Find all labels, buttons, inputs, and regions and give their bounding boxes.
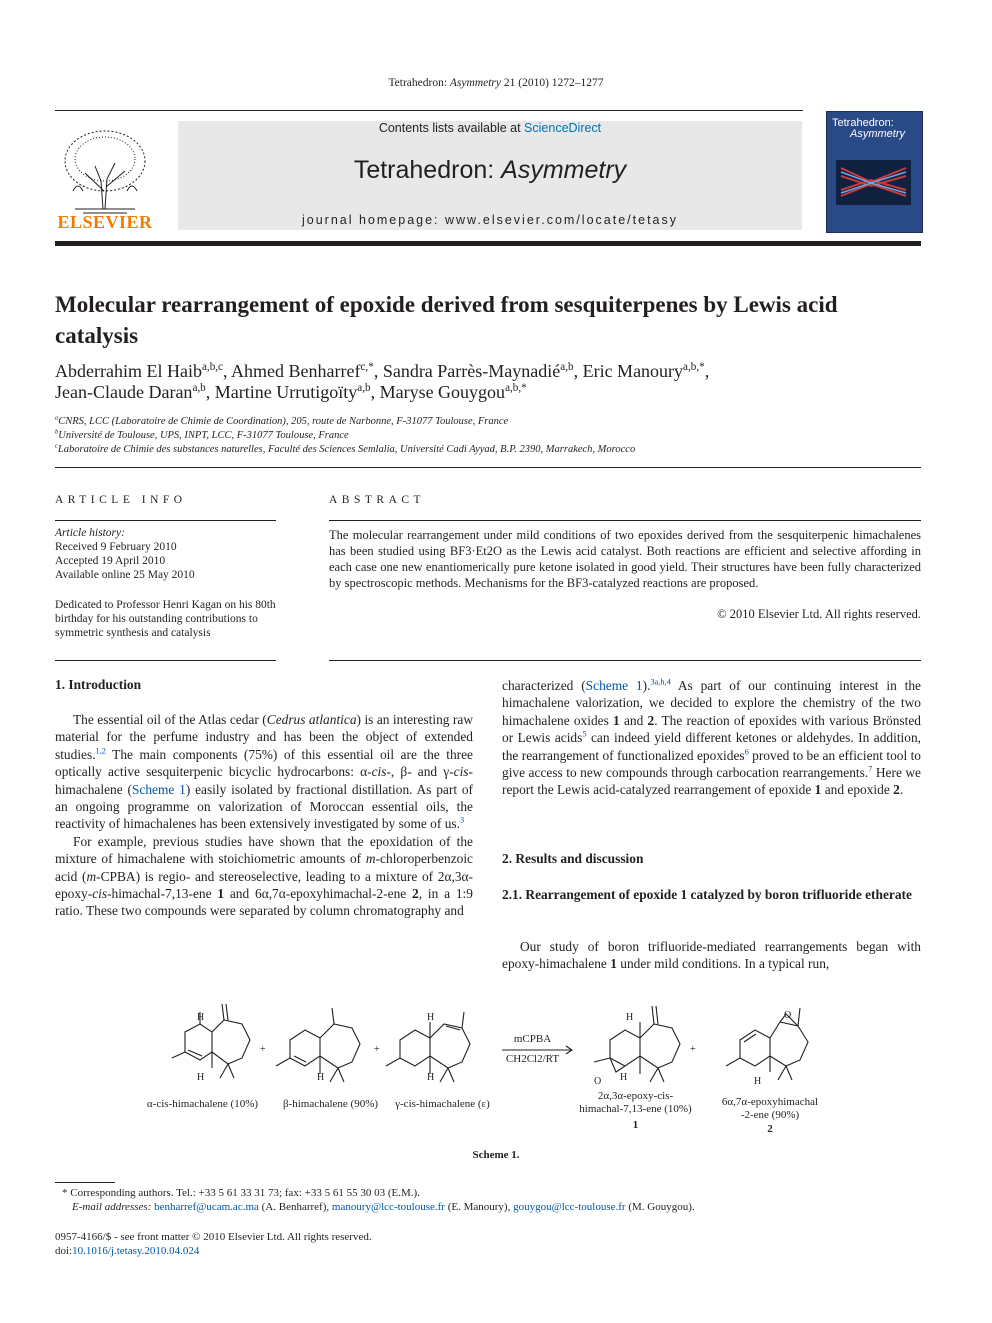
journal-ref-italic: Asymmetry xyxy=(449,77,501,89)
cover-title-2: Asymmetry xyxy=(850,128,905,140)
label-alpha-himachalene: α-cis-himachalene (10%) xyxy=(146,1098,259,1110)
sciencedirect-link[interactable]: ScienceDirect xyxy=(524,121,602,135)
author-sup: a,b,c xyxy=(201,361,224,373)
email-link[interactable]: gouygou@lcc-toulouse.fr xyxy=(513,1201,626,1213)
reagent-top: mCPBA xyxy=(513,1033,552,1045)
email-link[interactable]: benharref@ucam.ac.ma xyxy=(154,1201,259,1213)
product-2-number: 2 xyxy=(767,1123,773,1135)
aff-sup: c xyxy=(55,442,58,450)
journal-title-italic: Asymmetry xyxy=(501,156,627,184)
article-history xyxy=(55,526,276,582)
email-owner: (E. Manoury), xyxy=(444,1201,514,1213)
svg-text:H: H xyxy=(754,1076,762,1087)
affiliation-b xyxy=(55,430,921,441)
abstract-text: The molecular rearrangement under mild conditions of two epoxides derived from the sesquiterpenic himachalenes has been studied using BF3·Et2O as the Lewis acid catalyst. Both reactions are efficient and selective affording in each case one new enantiomerically pure ketone isolated in good yield. Their structures have been fully characterized by spectroscopic methods. Mechanisms for the BF3-catalyzed reactions are proposed. xyxy=(329,528,921,590)
dedication: Dedicated to Professor Henri Kagan on his 80th birthday for his outstanding contributions to symmetric synthesis and catalysis xyxy=(55,599,276,639)
cover-graphic xyxy=(836,160,911,205)
label-beta-himachalene: β-himachalene (90%) xyxy=(282,1098,379,1110)
footnote-rule xyxy=(55,1182,115,1183)
aff-sup: a xyxy=(55,414,59,422)
svg-text:+: + xyxy=(260,1044,266,1055)
product-2-line2: -2-ene (90%) xyxy=(740,1109,800,1121)
author-sup: a,b xyxy=(357,382,371,394)
author-name: Jean-Claude Daran xyxy=(55,382,193,402)
author-sep: , xyxy=(223,361,232,381)
svg-text:H: H xyxy=(626,1012,634,1023)
author-name: Eric Manoury xyxy=(582,361,684,381)
doi-prefix: doi: xyxy=(55,1245,73,1257)
issn-line: 0957-4166/$ - see front matter © 2010 Elsevier Ltd. All rights reserved. xyxy=(55,1231,372,1243)
scheme-1-structures xyxy=(140,1000,840,1092)
label-product-1 xyxy=(568,1090,703,1132)
divider xyxy=(329,520,921,521)
divider xyxy=(329,660,921,661)
authors-line-2 xyxy=(55,382,921,403)
author-sup: a,b,* xyxy=(505,382,527,394)
svg-text:+: + xyxy=(690,1044,696,1055)
received-date: Received 9 February 2010 xyxy=(55,541,177,553)
elsevier-wordmark: ELSEVIER xyxy=(57,212,153,232)
author-sup: a,b xyxy=(192,382,206,394)
author-name: Maryse Gouygou xyxy=(379,382,506,402)
accepted-date: Accepted 19 April 2010 xyxy=(55,555,166,567)
product-1-line1: 2α,3α-epoxy-cis- xyxy=(597,1090,674,1102)
header-rule xyxy=(55,110,803,111)
author-sep: , xyxy=(373,361,383,381)
email-owner: (A. Benharref), xyxy=(258,1201,332,1213)
author-sep: , xyxy=(205,382,215,402)
journal-ref-prefix: Tetrahedron: xyxy=(388,77,450,89)
journal-title-prefix: Tetrahedron: xyxy=(353,156,502,184)
results-text: Our study of boron trifluoride-mediated rearrangements began with epoxy-himachalene 1 under mild conditions. In a typical run, xyxy=(502,939,921,972)
svg-text:+: + xyxy=(374,1044,380,1055)
cover-title-1: Tetrahedron: xyxy=(832,117,894,129)
divider xyxy=(55,660,276,661)
author-name: Ahmed Benharref xyxy=(231,361,361,381)
reagent-bottom: CH2Cl2/RT xyxy=(505,1053,560,1065)
scheme-caption: Scheme 1. xyxy=(472,1149,520,1161)
label-gamma-himachalene: γ-cis-himachalene (ε) xyxy=(395,1098,490,1110)
corresponding-note: * Corresponding authors. Tel.: +33 5 61 33 31 73; fax: +33 5 61 55 30 03 (E.M.). xyxy=(62,1187,420,1199)
journal-ref-suffix: 21 (2010) 1272–1277 xyxy=(501,77,604,89)
svg-text:H: H xyxy=(427,1072,435,1083)
svg-text:H: H xyxy=(620,1072,628,1083)
contents-line xyxy=(178,121,802,135)
aff-text: Université de Toulouse, UPS, INPT, LCC, F-31077 Toulouse, France xyxy=(58,430,349,441)
author-sup: a,b,* xyxy=(683,361,705,373)
subsection-heading: 2.1. Rearrangement of epoxide 1 catalyzed by boron trifluoride etherate xyxy=(502,887,912,902)
author-sep: , xyxy=(704,361,710,381)
intro-text: The essential oil of the Atlas cedar (Cedrus atlantica) is an interesting raw material for the perfume industry and has been the object of extended studies.$^{1,2}$ The main components (75%) of this essential oil are the three optically active sesquiterpenic bicyclic hydrocarbons: α-cis-, β- and γ-cis-himachalene (Scheme 1) easily isolated by fractional distillation. As part of an ongoing programme on valorization of Moroccan essential oils, the reactivity of himachalenes has been extensively investigated by some of us.$^3$ For example, previous studies have shown that the epoxidation of the mixture of himachalene with stoichiometric amounts of m-chloroperbenzoic acid (m-CPBA) is regio- and stereoselective, leading to a mixture of 2α,3α-epoxy-cis-himachal-7,13-ene 1 and 6α,7α-epoxyhimachal-2-ene 2, in a 1:9 ratio. These two compounds were separated by column chromatography and xyxy=(55,712,474,919)
email-label: E-mail addresses: xyxy=(72,1201,152,1213)
article-title: Molecular rearrangement of epoxide derived from sesquiterpenes by Lewis acid catalysis xyxy=(55,292,838,348)
journal-reference xyxy=(0,77,992,89)
intro-text-continued: characterized (Scheme 1).$^{3a,h,4}$ As part of our continuing interest in the himachalene valorization, we decided to explore the chemistry of the two himachalene oxides 1 and 2. The reaction of epoxides with various Brönsted or Lewis acids$^5$ can indeed yield different ketones or aldehydes. In addition, the rearrangement of functionalized epoxides$^6$ proved to be an efficient tool to give access to new compounds through carbocation rearrangements.$^7$ Here we report the Lewis acid-catalyzed rearrangement of epoxide 1 and epoxide 2. xyxy=(502,677,922,798)
header-thick-rule xyxy=(55,241,921,246)
author-name: Sandra Parrès-Maynadié xyxy=(382,361,561,381)
doi-line xyxy=(55,1244,915,1259)
journal-homepage[interactable]: journal homepage: www.elsevier.com/locate/tetasy xyxy=(301,213,678,227)
author-sup: a,b xyxy=(560,361,574,373)
author-name: Martine Urrutigoïty xyxy=(214,382,358,402)
svg-text:H: H xyxy=(427,1012,435,1023)
intro-heading: 1. Introduction xyxy=(55,677,142,692)
affiliation-a xyxy=(55,416,921,427)
svg-text:H: H xyxy=(197,1072,205,1083)
results-heading: 2. Results and discussion xyxy=(502,851,644,866)
journal-title xyxy=(178,156,802,185)
product-1-line2: himachal-7,13-ene (10%) xyxy=(579,1103,692,1115)
author-sep: , xyxy=(370,382,380,402)
authors-line-1 xyxy=(55,361,921,382)
author-sup: c,* xyxy=(360,361,374,373)
author-list xyxy=(55,361,921,403)
aff-text: Laboratoire de Chimie des substances naturelles, Faculté des Sciences Semlalia, Université Cadi Ayyad, B.P. 2390, Marrakech, Morocco xyxy=(57,444,636,455)
doi-link[interactable]: 10.1016/j.tetasy.2010.04.024 xyxy=(72,1245,200,1257)
abstract-heading: ABSTRACT xyxy=(329,494,426,506)
cover-title xyxy=(832,118,917,140)
label-product-2 xyxy=(705,1096,835,1136)
author-name: Abderrahim El Haib xyxy=(55,361,202,381)
email-link[interactable]: manoury@lcc-toulouse.fr xyxy=(331,1201,445,1213)
divider xyxy=(55,467,921,468)
email-note xyxy=(72,1200,932,1215)
history-label: Article history: xyxy=(55,527,125,539)
aff-sup: b xyxy=(55,428,59,436)
svg-text:O: O xyxy=(594,1076,602,1087)
online-date: Available online 25 May 2010 xyxy=(55,569,195,581)
email-owner: (M. Gouygou). xyxy=(625,1201,695,1213)
aff-text: CNRS, LCC (Laboratoire de Chimie de Coordination), 205, route de Narbonne, F-31077 Toulouse, France xyxy=(58,416,509,427)
svg-text:H: H xyxy=(317,1072,325,1083)
product-2-line1: 6α,7α-epoxyhimachal xyxy=(721,1096,819,1108)
product-1-number: 1 xyxy=(632,1119,639,1131)
article-info-heading: ARTICLE INFO xyxy=(55,494,187,506)
affiliation-c xyxy=(55,444,921,455)
divider xyxy=(55,520,276,521)
svg-text:H: H xyxy=(197,1012,205,1023)
contents-prefix: Contents lists available at xyxy=(378,121,525,135)
author-sep: , xyxy=(573,361,583,381)
svg-text:O: O xyxy=(784,1010,792,1021)
copyright: © 2010 Elsevier Ltd. All rights reserved. xyxy=(717,607,921,621)
